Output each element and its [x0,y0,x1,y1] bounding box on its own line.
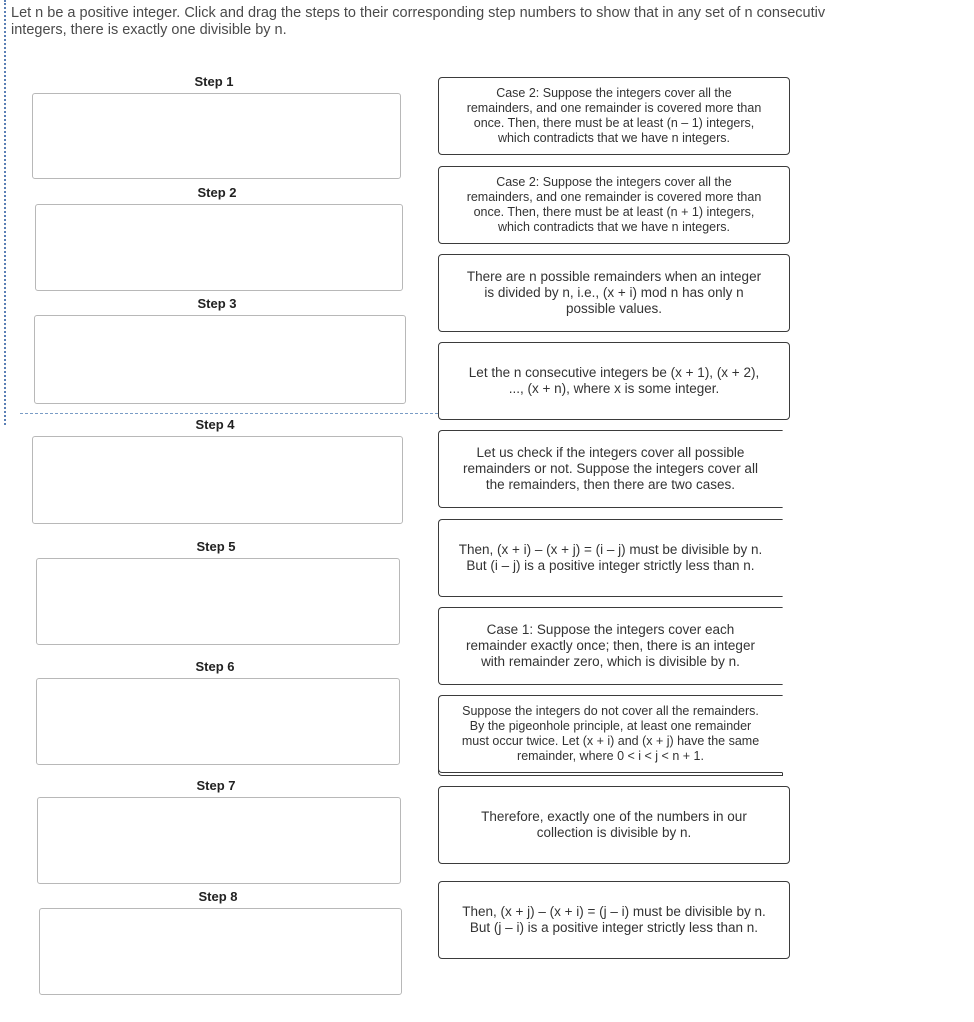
card-text: Case 1: Suppose the integers cover each remainder exactly once; then, there is an integer with remainder zero, which is divisible by n. [466,622,755,669]
step-1-label: Step 1 [194,74,234,89]
step-2-drop-zone[interactable] [35,204,403,291]
card-text: Case 2: Suppose the integers cover all the remainders, and one remainder is covered more than once. Then, there must be at least (n – 1) integers, which contradicts that we have n integers. [466,86,762,145]
draggable-step-card[interactable] [438,786,790,864]
card-text: Case 2: Suppose the integers cover all the remainders, and one remainder is covered more than once. Then, there must be at least (n + 1) integers, which contradicts that we have n integers. [466,175,762,234]
step-5-drop-zone[interactable] [36,558,400,645]
question-prompt: Let n be a positive integer. Click and drag the steps to their corresponding step numbers to show that in any set of n consecutiv integers, there is exactly one divisible by n. [11,5,826,38]
card-text: Suppose the integers do not cover all the remainders. By the pigeonhole principle, at least one remainder must occur twice. Let (x + i) and (x + j) have the same remainder, where 0 < i < j < n + 1. [461,704,760,763]
step-3-label: Step 3 [197,296,237,311]
card-text: Let us check if the integers cover all possible remainders or not. Suppose the integers cover all the remainders, then there are two cases. [463,445,758,492]
draggable-step-card[interactable] [438,77,790,155]
draggable-step-card[interactable] [438,695,783,773]
step-6-drop-zone[interactable] [36,678,400,765]
step-4-label: Step 4 [195,417,235,432]
step-3-drop-zone[interactable] [34,315,406,404]
draggable-step-card[interactable] [438,607,783,685]
draggable-step-card[interactable] [438,519,783,597]
draggable-step-card[interactable] [438,254,790,332]
draggable-step-card[interactable] [438,881,790,959]
step-2-label: Step 2 [197,185,237,200]
draggable-step-card[interactable] [438,342,790,420]
card-text: Then, (x + i) – (x + j) = (i – j) must be divisible by n. But (i – j) is a positive integer strictly less than n. [458,542,763,573]
draggable-step-card[interactable] [438,166,790,244]
step-8-label: Step 8 [198,889,238,904]
step-6-label: Step 6 [195,659,235,674]
left-dotted-rule [4,0,6,425]
card-text: Then, (x + j) – (x + i) = (j – i) must be divisible by n. But (j – i) is a positive integer strictly less than n. [462,904,766,935]
step-7-drop-zone[interactable] [37,797,401,884]
step-1-drop-zone[interactable] [32,93,401,179]
step-4-drop-zone[interactable] [32,436,403,524]
draggable-step-card[interactable] [438,430,783,508]
step-8-drop-zone[interactable] [39,908,402,995]
card-text: Therefore, exactly one of the numbers in our collection is divisible by n. [481,809,747,840]
step-5-label: Step 5 [196,539,236,554]
card-text: There are n possible remainders when an integer is divided by n, i.e., (x + i) mod n has only n possible values. [466,269,762,316]
card-text: Let the n consecutive integers be (x + 1), (x + 2), ..., (x + n), where x is some integer. [468,365,760,396]
step-7-label: Step 7 [196,778,236,793]
